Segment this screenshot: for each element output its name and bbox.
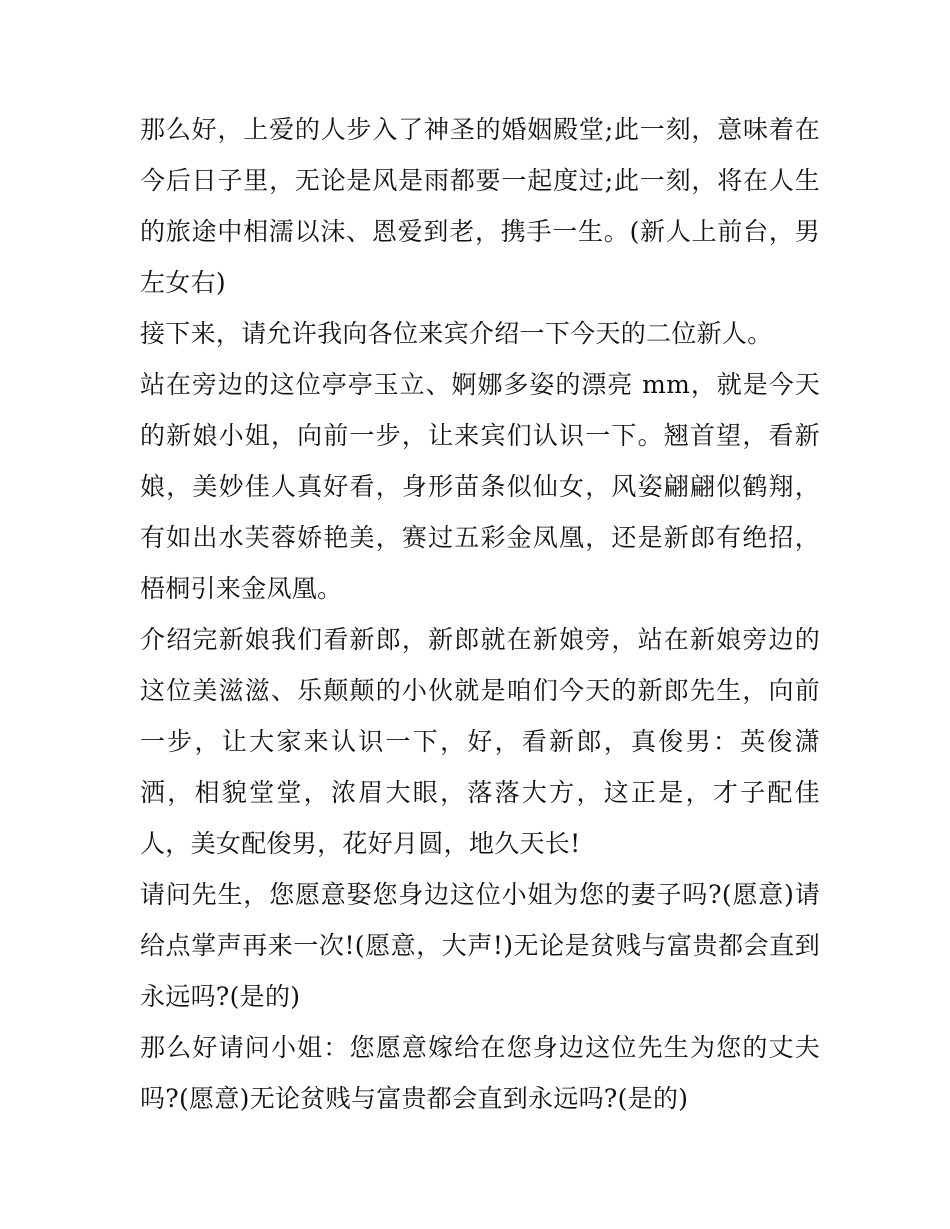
paragraph-introduce-couple: 接下来，请允许我向各位来宾介绍一下今天的二位新人。 (140, 319, 773, 348)
paragraph-vows-intro: 那么好，上爱的人步入了神圣的婚姻殿堂;此一刻，意味着在今后日子里，无论是风是雨都要一起度过;此一刻，将在人生的旅途中相濡以沫、恩爱到老，携手一生。(新人上前台，男左女右) (140, 115, 820, 297)
paragraph-groom: 介绍完新娘我们看新郎，新郎就在新娘旁，站在新娘旁边的这位美滋滋、乐颠颠的小伙就是咱们今天的新郎先生，向前一步，让大家来认识一下，好，看新郎，真俊男：英俊潇洒，相貌堂堂，浓眉大眼，落落大方，这正是，才子配佳人，美女配俊男，花好月圆，地久天长! (140, 625, 820, 858)
document-body (140, 104, 820, 1124)
paragraph-groom-vow: 请问先生，您愿意娶您身边这位小姐为您的妻子吗?(愿意)请给点掌声再来一次!(愿意，大声!)无论是贫贱与富贵都会直到永远吗?(是的) (140, 880, 820, 1011)
paragraph-bride: 站在旁边的这位亭亭玉立、婀娜多姿的漂亮 mm，就是今天的新娘小姐，向前一步，让来宾们认识一下。翘首望，看新娘，美妙佳人真好看，身形苗条似仙女，风姿翩翩似鹤翔，有如出水芙蓉娇艳美，赛过五彩金凤凰，还是新郎有绝招，梧桐引来金凤凰。 (140, 370, 820, 603)
paragraph-bride-vow: 那么好请问小姐：您愿意嫁给在您身边这位先生为您的丈夫吗?(愿意)无论贫贱与富贵都会直到永远吗?(是的) (140, 1033, 820, 1113)
